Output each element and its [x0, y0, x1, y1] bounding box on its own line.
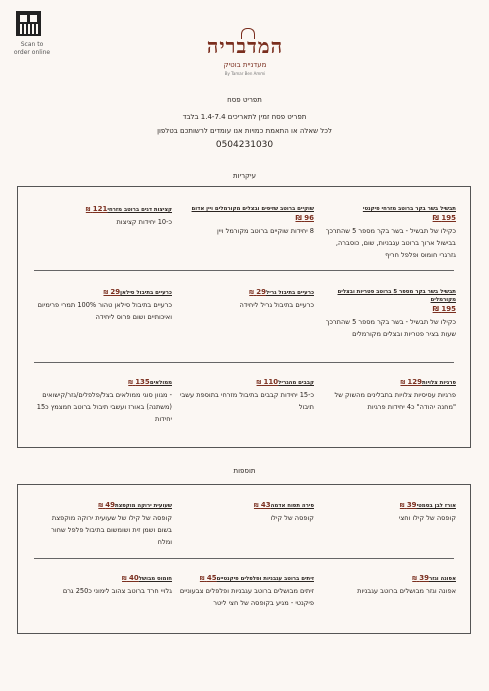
mains-section-title: עיקריות	[233, 172, 256, 180]
logo-subtitle: מעדניית בוטיק	[223, 61, 267, 69]
menu-item: אורז לבן בסמטי39 ₪ קופסה של קילו וחצי	[398, 501, 456, 522]
logo-name: המדבריה	[206, 34, 284, 58]
divider	[34, 270, 454, 271]
menu-item: כרעיים בתיבול גריל29 ₪ כרעיים בתיבול גריל ליחידה	[239, 288, 314, 309]
scan-to-order-text: Scan to order online	[13, 41, 51, 56]
menu-item: שוקיים ברוטב שזיפים ובצלים מקורמלים ויין אדום 96 ₪ 8 יחידות שוקיים ברוטב מקורמל ויין	[191, 206, 314, 235]
phone-number[interactable]: 0504231030	[215, 140, 274, 150]
menu-item: קבבים מהגריל110 ₪ כ-15 יחידות קבבים בתיבול מזרחי בתוספת עשבי תיבול	[180, 378, 314, 411]
menu-item: פירה תפוח אדמה43 ₪ קופסה של קילו	[253, 501, 314, 522]
menu-title: תפריט פסח	[227, 96, 262, 104]
divider	[34, 362, 454, 363]
logo-tagline: By Tamar Ben Ammi	[224, 71, 266, 76]
availability-note: תפריט פסח זמין לתאריכים 1.4-7.4 בלבד	[182, 113, 307, 121]
sides-section-title: תוספות	[233, 467, 256, 475]
menu-item: חומוס מבושל40 ₪ גלויי חרד ברוטב צהוב לימוני כ250 גרם	[62, 574, 172, 595]
menu-item: תבשיל בשר בקר מספר 5 ברוטב פטריות ובצלים מקורמלים 195 ₪ כקילו של תבשיל - בשר בקר מספר 5 שהתרכך שעות בציר פטריות ובצלים מקורמלים	[325, 289, 456, 338]
menu-item: אפונה וגזר39 ₪ אפונה וגזר מבושלים ברוטב עגבניות	[357, 574, 456, 595]
divider	[34, 558, 454, 559]
menu-item: שעועית ירוקה מוקפצת49 ₪ קופסה של קילו של שעועית ירוקה מוקפצת בשום ושמן זית ושומשום בתיבול פלפל שחור ומלח	[51, 501, 172, 546]
qr-code[interactable]	[16, 11, 41, 36]
menu-item: תבשיל בשר בקר ברוטב מזרחי פיקנטי 195 ₪ כקילו של תבשיל - בשר בקר מספר 5 שהתרכך בבישול ארוך ברוטב עגבניות, שום, כוסברה, גזרגרי חומוס ופלפל חריף	[325, 206, 456, 259]
menu-item: זיתים ברוטב עגבניות ופלפלים פיקנטיים45 ₪ זיתים מבושלים ברוטב עגבניות ופלפלים צבעוניים פיקנטי - מגיע בקופסה של חצי ליטר	[179, 574, 314, 607]
menu-item: ממולאים135 ₪ - מגוון סוגי ממולאים בצל/פלפלים/גזר/קישואים (משתנה) באורז ועשבי תיבול ברוטב חמצמץ כ15 יחידות	[36, 378, 172, 423]
menu-item: כרעיים בתיבול סילאן29 ₪ כרעיים בתיבול סילאן טהור 100% תמרי פרימיום ואיכותיים ושום פרוס ליחידה	[37, 288, 172, 321]
logo	[195, 28, 295, 88]
menu-item: קציצות דגים ברוטב מזרחי121 ₪ כ-10 יחידות קציצות	[85, 205, 172, 226]
contact-note: לכל שאלה או התאמת כמויות אנו עומדים לרשותכם בטלפון	[157, 127, 332, 135]
menu-item: פרגיות צלויות129 ₪ פרגיות עסיסיות צלויות בתבלינים מהשוק של "מחנה יהודה" כ4 יחידות פרגיות	[334, 378, 456, 411]
